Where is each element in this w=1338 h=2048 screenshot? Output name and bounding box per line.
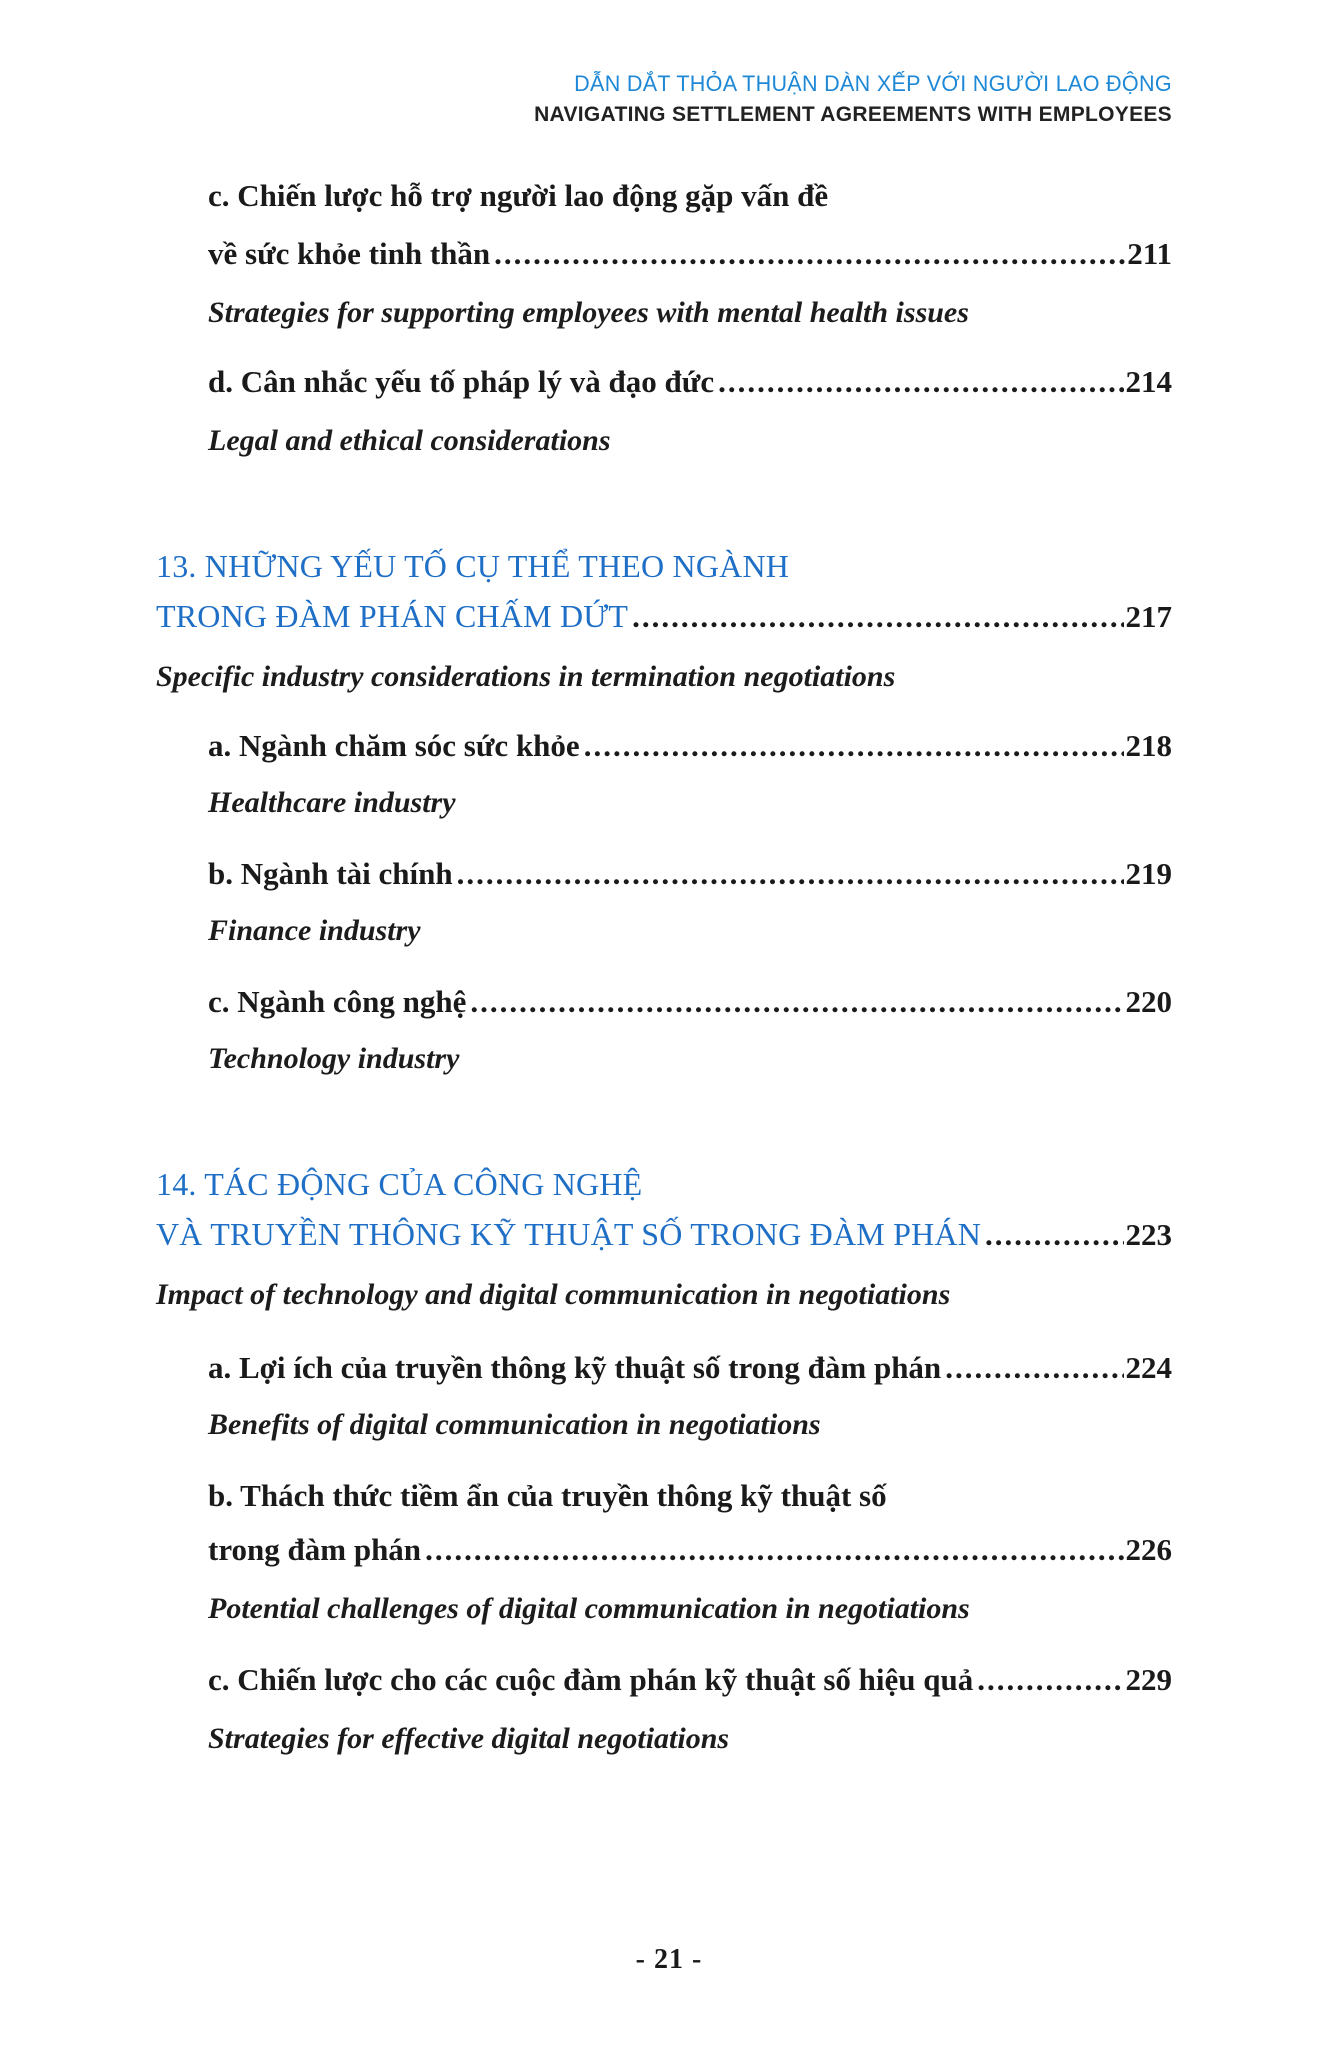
running-head-vietnamese: DẪN DẮT THỎA THUẬN DÀN XẾP VỚI NGƯỜI LAO ĐỘNG xyxy=(574,71,1172,96)
toc-entry-label: c. Chiến lược cho các cuộc đàm phán kỹ thuật số hiệu quả xyxy=(208,1662,974,1697)
dot-leader xyxy=(584,728,1124,764)
dot-leader xyxy=(632,599,1123,635)
page-number: 214 xyxy=(1125,364,1172,399)
toc-entry-14a[interactable] xyxy=(208,1350,1172,1386)
dot-leader xyxy=(494,236,1125,272)
dot-leader xyxy=(945,1350,1123,1386)
toc-entry-14a-english: Benefits of digital communication in negotiations xyxy=(208,1408,821,1441)
running-head-english: NAVIGATING SETTLEMENT AGREEMENTS WITH EMPLOYEES xyxy=(534,103,1172,126)
toc-entry-label: b. Ngành tài chính xyxy=(208,856,453,891)
toc-entry-13c[interactable] xyxy=(208,984,1172,1020)
section-14-heading[interactable] xyxy=(156,1216,1172,1253)
section-13-title-line1: 13. NHỮNG YẾU TỐ CỤ THỂ THEO NGÀNH xyxy=(156,548,790,584)
dot-leader xyxy=(470,984,1123,1020)
running-head xyxy=(534,70,1172,130)
toc-entry-12c-english: Strategies for supporting employees with mental health issues xyxy=(208,296,969,329)
page-number: 217 xyxy=(1125,599,1172,634)
page-number: 226 xyxy=(1125,1532,1172,1567)
dot-leader xyxy=(425,1532,1123,1568)
toc-entry-label: d. Cân nhắc yếu tố pháp lý và đạo đức xyxy=(208,364,715,399)
dot-leader xyxy=(985,1217,1123,1253)
section-14-english: Impact of technology and digital communication in negotiations xyxy=(156,1278,951,1311)
toc-entry-14b-line1: b. Thách thức tiềm ẩn của truyền thông kỹ thuật số xyxy=(208,1478,887,1513)
toc-entry-14b[interactable] xyxy=(208,1532,1172,1568)
toc-entry-14c[interactable] xyxy=(208,1662,1172,1698)
section-13-heading[interactable] xyxy=(156,598,1172,635)
toc-entry-12d[interactable] xyxy=(208,364,1172,400)
toc-entry-label: a. Ngành chăm sóc sức khỏe xyxy=(208,728,580,763)
section-13-title-line2: TRONG ĐÀM PHÁN CHẤM DỨT xyxy=(156,598,629,634)
page-number: 218 xyxy=(1125,728,1172,763)
page-number: 219 xyxy=(1125,856,1172,891)
toc-entry-13a-english: Healthcare industry xyxy=(208,786,456,819)
toc-entry-14b-english: Potential challenges of digital communication in negotiations xyxy=(208,1592,970,1625)
toc-entry-label: c. Ngành công nghệ xyxy=(208,984,467,1019)
toc-entry-12c-line1: c. Chiến lược hỗ trợ người lao động gặp vấn đề xyxy=(208,178,829,213)
page-number-footer: - 21 - xyxy=(635,1944,703,1975)
toc-entry-13b-english: Finance industry xyxy=(208,914,421,947)
dot-leader xyxy=(718,364,1123,400)
dot-leader xyxy=(457,856,1124,892)
toc-entry-13b[interactable] xyxy=(208,856,1172,892)
toc-entry-13c-english: Technology industry xyxy=(208,1042,460,1075)
section-13-english: Specific industry considerations in termination negotiations xyxy=(156,660,896,693)
toc-entry-12c[interactable] xyxy=(208,236,1172,272)
section-14-title-line1: 14. TÁC ĐỘNG CỦA CÔNG NGHỆ xyxy=(156,1166,643,1202)
toc-entry-13a[interactable] xyxy=(208,728,1172,764)
dot-leader xyxy=(977,1662,1123,1698)
page-number: 220 xyxy=(1125,984,1172,1019)
toc-entry-12d-english: Legal and ethical considerations xyxy=(208,424,611,457)
section-14-title-line2: VÀ TRUYỀN THÔNG KỸ THUẬT SỐ TRONG ĐÀM PHÁN xyxy=(156,1216,982,1252)
page-number: 223 xyxy=(1125,1217,1172,1252)
toc-entry-label: trong đàm phán xyxy=(208,1532,422,1567)
page-number: 211 xyxy=(1127,236,1172,271)
toc-entry-label: a. Lợi ích của truyền thông kỹ thuật số trong đàm phán xyxy=(208,1350,942,1385)
page-number: 229 xyxy=(1125,1662,1172,1697)
toc-entry-label: về sức khỏe tinh thần xyxy=(208,236,491,271)
page-number: 224 xyxy=(1125,1350,1172,1385)
toc-entry-14c-english: Strategies for effective digital negotiations xyxy=(208,1722,730,1755)
